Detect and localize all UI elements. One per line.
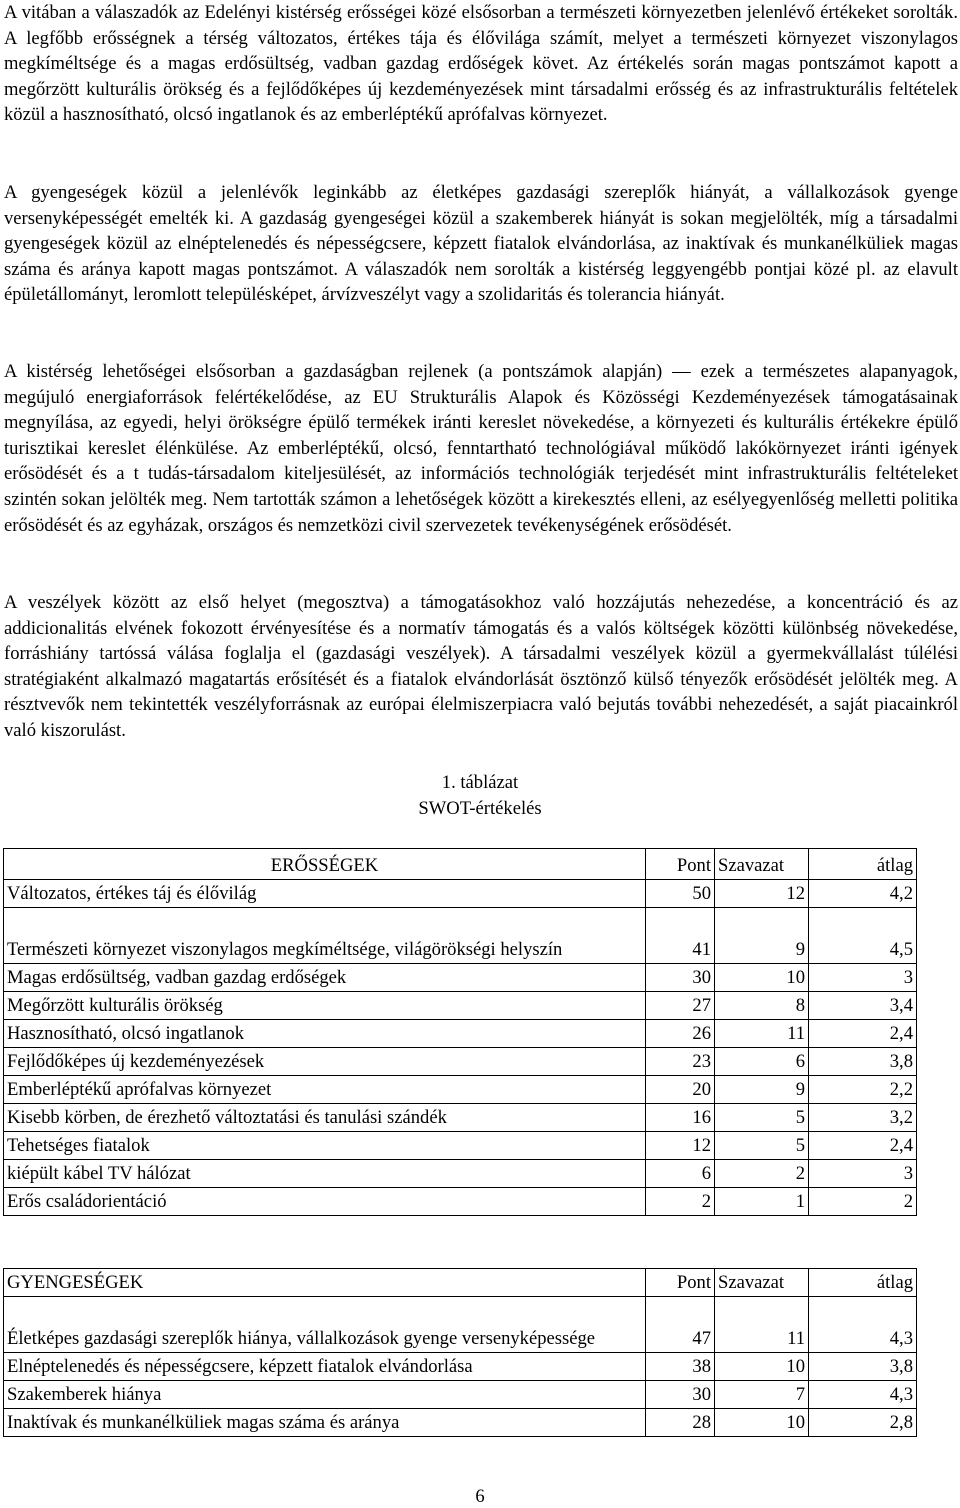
row-atlag: 4,5 (809, 908, 917, 964)
row-name: Elnéptelenedés és népességcsere, képzett fiatalok elvándorlása (4, 1353, 646, 1381)
row-szavazat: 8 (715, 992, 809, 1020)
row-pont: 47 (646, 1297, 715, 1353)
table-title: SWOT-értékelés (418, 798, 542, 819)
row-szavazat: 1 (715, 1188, 809, 1216)
row-atlag: 2 (809, 1188, 917, 1216)
header-szavazat: Szavazat (715, 849, 809, 880)
row-szavazat: 10 (715, 1409, 809, 1437)
row-szavazat: 6 (715, 1048, 809, 1076)
table-row (4, 1076, 917, 1104)
row-szavazat: 10 (715, 964, 809, 992)
row-name: kiépült kábel TV hálózat (4, 1160, 646, 1188)
table-row (4, 1048, 917, 1076)
row-szavazat: 10 (715, 1353, 809, 1381)
weaknesses-table (3, 1268, 917, 1437)
row-pont: 28 (646, 1409, 715, 1437)
strengths-header-name: ERŐSSÉGEK (4, 849, 646, 880)
table-row (4, 1020, 917, 1048)
row-szavazat: 11 (715, 1020, 809, 1048)
row-name: Változatos, értékes táj és élővilág (4, 880, 646, 908)
row-pont: 6 (646, 1160, 715, 1188)
strengths-header-row (4, 849, 917, 880)
row-name: Inaktívak és munkanélküliek magas száma és aránya (4, 1409, 646, 1437)
row-atlag: 3,4 (809, 992, 917, 1020)
row-atlag: 3 (809, 1160, 917, 1188)
row-atlag: 2,2 (809, 1076, 917, 1104)
row-name: Kisebb körben, de érezhető változtatási és tanulási szándék (4, 1104, 646, 1132)
row-name: Életképes gazdasági szereplők hiánya, vállalkozások gyenge versenyképessége (4, 1297, 646, 1353)
header-atlag: átlag (809, 849, 917, 880)
row-szavazat: 5 (715, 1132, 809, 1160)
row-szavazat: 9 (715, 1076, 809, 1104)
header-pont: Pont (646, 849, 715, 880)
row-name: Emberléptékű aprófalvas környezet (4, 1076, 646, 1104)
row-pont: 12 (646, 1132, 715, 1160)
row-pont: 20 (646, 1076, 715, 1104)
header-atlag: átlag (809, 1269, 917, 1297)
row-name: Fejlődőképes új kezdeményezések (4, 1048, 646, 1076)
row-name: Megőrzött kulturális örökség (4, 992, 646, 1020)
row-atlag: 4,3 (809, 1297, 917, 1353)
row-pont: 23 (646, 1048, 715, 1076)
table-row (4, 1132, 917, 1160)
row-szavazat: 12 (715, 880, 809, 908)
row-atlag: 3,8 (809, 1048, 917, 1076)
table-row (4, 1160, 917, 1188)
paragraph-weaknesses: A gyengeségek közül a jelenlévők leginkább az életképes gazdasági szereplők hiányát, a vállalkozások gyenge versenyképességét emelték ki. A gazdaság gyengeségei közül a szakemberek hiányát is sokan megjelölték, míg a társadalmi gyengeségek közül az elnéptelenedés és népességcsere, képzett fiatalok elvándorlása, az inaktívak és munkanélküliek magas száma és aránya kapott magas pontszámot. A válaszadók nem sorolták a kistérség leggyengébb pontjai közé pl. az elavult épületállományt, leromlott településképet, árvízveszélyt vagy a szolidaritás és tolerancia hiányát. (4, 182, 958, 306)
table-row (4, 1297, 917, 1353)
row-atlag: 4,3 (809, 1381, 917, 1409)
row-pont: 26 (646, 1020, 715, 1048)
row-name: Erős családorientáció (4, 1188, 646, 1216)
table-row (4, 1381, 917, 1409)
row-pont: 30 (646, 1381, 715, 1409)
row-szavazat: 7 (715, 1381, 809, 1409)
table-row (4, 908, 917, 964)
row-szavazat: 2 (715, 1160, 809, 1188)
row-atlag: 2,8 (809, 1409, 917, 1437)
row-szavazat: 9 (715, 908, 809, 964)
row-atlag: 3,8 (809, 1353, 917, 1381)
header-szavazat: Szavazat (715, 1269, 809, 1297)
paragraph-threats: A veszélyek között az első helyet (megosztva) a támogatásokhoz való hozzájutás nehezedése, a koncentráció és az addicionalitás elvének fokozott érvényesítése és a normatív támogatás és a valós költségek közötti különbség növekedése, forráshiány tartóssá válása foglalja el (gazdasági veszélyek). A társadalmi veszélyek közül a gyermekvállalást túlélési stratégiaként alkalmazó magatartás erősítését és a fiatalok elvándorlását ösztönző külső tényezők erősödését jelölték meg. A résztvevők nem tekintették veszélyforrásnak az európai élelmiszerpiacra való bejutás további nehezedését, a saját piacainkról való kiszorulást. (4, 592, 958, 741)
row-pont: 38 (646, 1353, 715, 1381)
table-row (4, 1188, 917, 1216)
row-szavazat: 11 (715, 1297, 809, 1353)
table-number: 1. táblázat (441, 772, 519, 793)
table-row (4, 964, 917, 992)
row-name: Hasznosítható, olcsó ingatlanok (4, 1020, 646, 1048)
weaknesses-header-row (4, 1269, 917, 1297)
row-atlag: 2,4 (809, 1020, 917, 1048)
paragraph-strengths: A vitában a válaszadók az Edelényi kistérség erősségei közé elsősorban a természeti környezetben jelenlévő értékeket sorolták. A legfőbb erősségnek a térség változatos, értékes tája és élővilága számít, melyet a természeti környezet viszonylagos megkíméltsége és a magas erdősültség, vadban gazdag erdőségek követ. Az értékelés során magas pontszámot kapott a megőrzött kulturális örökség és a fejlődőképes új kezdeményezések mint társadalmi erősség és az infrastrukturális feltételek közül a hasznosítható, olcsó ingatlanok és az emberléptékű aprófalvas környezet. (4, 2, 958, 126)
row-szavazat: 5 (715, 1104, 809, 1132)
row-atlag: 3 (809, 964, 917, 992)
strengths-table (3, 848, 917, 1216)
row-pont: 27 (646, 992, 715, 1020)
row-name: Tehetséges fiatalok (4, 1132, 646, 1160)
table-row (4, 1353, 917, 1381)
page-number: 6 (475, 1486, 485, 1507)
row-pont: 16 (646, 1104, 715, 1132)
row-name: Természeti környezet viszonylagos megkíméltsége, világörökségi helyszín (4, 908, 646, 964)
row-pont: 41 (646, 908, 715, 964)
row-atlag: 3,2 (809, 1104, 917, 1132)
header-pont: Pont (646, 1269, 715, 1297)
table-row (4, 1409, 917, 1437)
row-name: Magas erdősültség, vadban gazdag erdőségek (4, 964, 646, 992)
row-pont: 50 (646, 880, 715, 908)
table-row (4, 992, 917, 1020)
table-row (4, 1104, 917, 1132)
table-row (4, 880, 917, 908)
row-atlag: 4,2 (809, 880, 917, 908)
row-pont: 2 (646, 1188, 715, 1216)
paragraph-opportunities: A kistérség lehetőségei elsősorban a gazdaságban rejlenek (a pontszámok alapján) — ezek a természetes alapanyagok, megújuló energiaforrások felértékelődése, az EU Strukturális Alapok és Közösségi Kezdeményezések támogatásainak megnyílása, az egyedi, helyi örökségre épülő termékek iránti kereslet növekedése, a környezeti és kulturális értékekre épülő turisztikai kereslet élénkülése. Az emberléptékű, olcsó, fenntartható technológiával működő lakókörnyezet iránti igények erősödését és a t tudás-társadalom kiteljesülését, az információs technológiák terjedését mint infrastrukturális feltételeket szintén sokan jelölték meg. Nem tartották számon a lehetőségek között a kirekesztés elleni, az esélyegyenlőség melletti politika erősödését és az egyházak, országos és nemzetközi civil szervezetek tevékenységének erősödését. (4, 361, 958, 536)
row-pont: 30 (646, 964, 715, 992)
row-name: Szakemberek hiánya (4, 1381, 646, 1409)
weaknesses-header-name: GYENGESÉGEK (4, 1269, 646, 1297)
row-atlag: 2,4 (809, 1132, 917, 1160)
